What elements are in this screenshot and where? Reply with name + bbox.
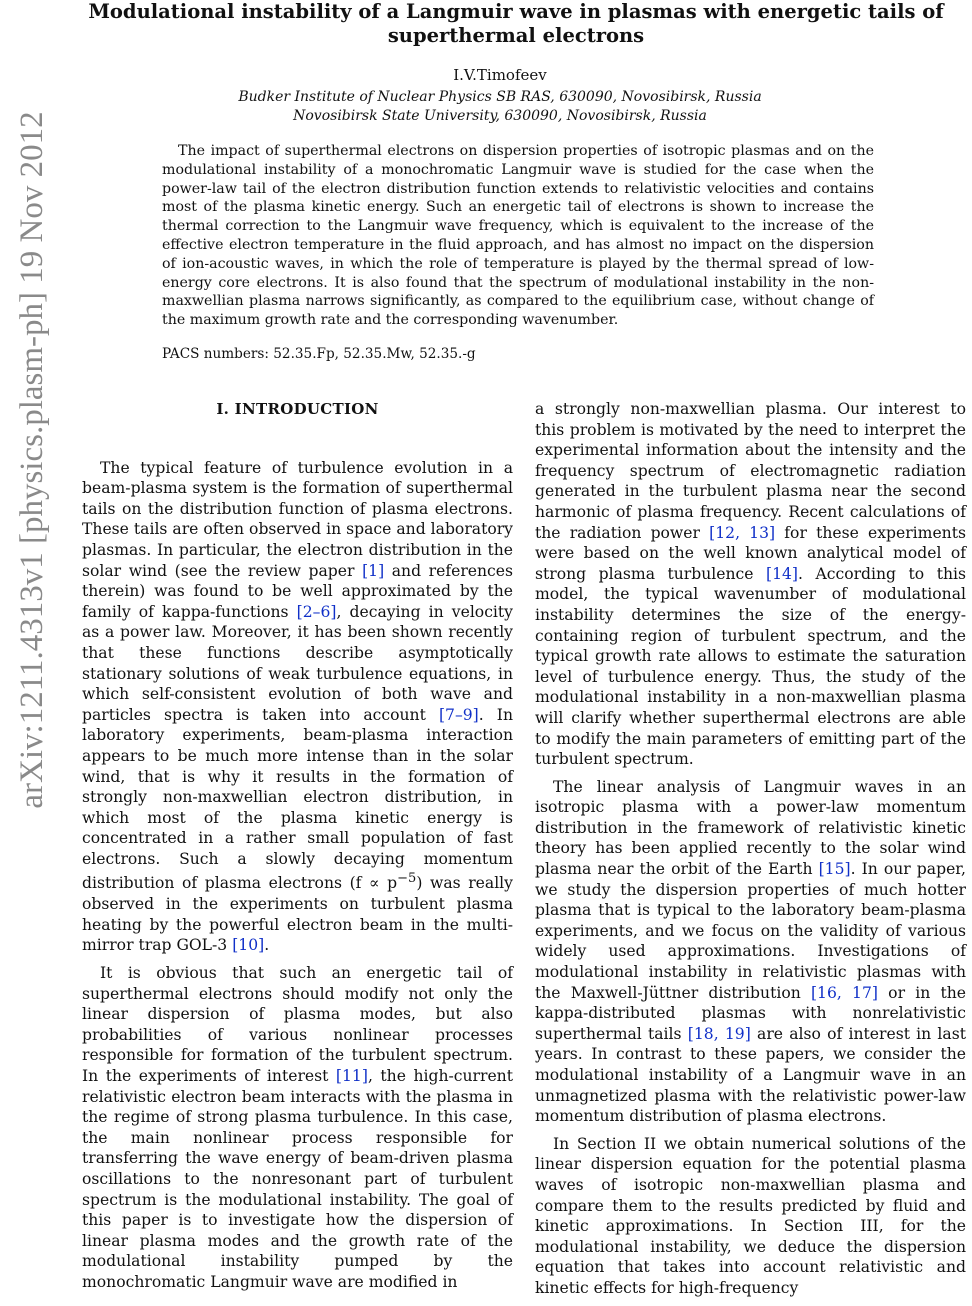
section-heading-introduction: I. INTRODUCTION — [216, 400, 379, 418]
affiliation-2: Novosibirsk State University, 630090, Novosibirsk, Russia — [293, 108, 707, 124]
citation-link[interactable]: [2–6] — [296, 602, 337, 621]
citation-link[interactable]: [18, 19] — [687, 1024, 751, 1043]
citation-link[interactable]: [12, 13] — [709, 523, 776, 542]
pacs-numbers: PACS numbers: 52.35.Fp, 52.35.Mw, 52.35.-g — [162, 346, 476, 362]
intro-paragraph-4: In Section II we obtain numerical solutions of the linear dispersion equation for the potential plasma waves of isotropic non-maxwellian plasma and compare them to the results predicted by fluid and kinetic approximations. In Section III, for the modulational instability, we deduce the dispersion equation that takes into account relativistic and kinetic effects for high-frequency — [535, 1134, 966, 1297]
author-name: I.V.Timofeev — [453, 66, 547, 84]
arxiv-identifier-stamp: arXiv:1211.4313v1 [physics.plasm-ph] 19 Nov 2012 — [14, 111, 50, 809]
citation-link[interactable]: [10] — [232, 936, 265, 955]
intro-paragraph-2: It is obvious that such an energetic tail of superthermal electrons should modify not only the linear dispersion of plasma modes, but also probabilities of various nonlinear processes responsible for formation of the turbulent spectrum. In the experiments of interest [11], the high-current relativistic electron beam interacts with the plasma in the regime of strong plasma turbulence. In this case, the main nonlinear process responsible for transferring the wave energy of beam-driven plasma oscillations to the nonresonant part of turbulent spectrum is the modulational instability. The goal of this paper is to investigate how the dispersion of linear plasma modes and the growth rate of the modulational instability pumped by the monochromatic Langmuir wave are modified in — [82, 964, 513, 1291]
intro-paragraph-1: The typical feature of turbulence evolution in a beam-plasma system is the formation of superthermal tails on the distribution function of plasma electrons. These tails are often observed in space and laboratory plasmas. In particular, the electron distribution in the solar wind (see the review paper [1] and references therein) was found to be well approximated by the family of kappa-functions [2–6], decaying in velocity as a power law. Moreover, it has been shown recently that these functions describe asymptotically stationary solutions of weak turbulence equations, in which self-consistent evolution of both wave and particles spectra is taken into account [7–9]. In laboratory experiments, beam-plasma interaction appears to be much more intense than in the solar wind, that is why it results in the formation of strongly non-maxwellian electron distribution, in which most of the plasma kinetic energy is concentrated in a rather small population of fast electrons. Such a slowly decaying momentum distribution of plasma electrons $(f \propto p^{-5})$ was really observed in the experiments on turbulent plasma heating by the powerful electron beam in the multi-mirror trap GOL-3 [10]. — [82, 458, 514, 955]
exponent: −5 — [397, 871, 417, 887]
intro-paragraph-3: The linear analysis of Langmuir waves in an isotropic plasma with a power-law momentum distribution in the framework of relativistic kinetic theory has been applied recently to the solar wind plasma near the orbit of the Earth [15]. In our paper, we study the dispersion properties of much hotter plasma that is typical to the laboratory beam-plasma experiments, and we focus on the validity of various widely used approximations. Investigations of modulational instability in relativistic plasmas with the Maxwell-Jüttner distribution [16, 17] or in the kappa-distributed plasmas with nonrelativistic superthermal tails [18, 19] are also of interest in last years. In contrast to these papers, we consider the modulational instability of a Langmuir wave in an unmagnetized plasma with the relativistic power-law momentum distribution of plasma electrons. — [535, 777, 966, 1126]
citation-link[interactable]: [15] — [818, 860, 851, 879]
right-column — [535, 399, 966, 1306]
abstract: The impact of superthermal electrons on dispersion properties of isotropic plasmas and on the modulational instability of a monochromatic Langmuir wave is studied for the case when the power-law tail of the electron distribution function extends to relativistic velocities and contains most of the plasma kinetic energy. Such an energetic tail of electrons is shown to increase the thermal correction to the Langmuir wave frequency, which is equivalent to the increase of the effective electron temperature in the fluid approach, and has almost no impact on the dispersion of ion-acoustic waves, in which the role of temperature is played by the thermal spread of low-energy core electrons. It is also found that the spectrum of modulational instability in the non-maxwellian plasma narrows significantly, as compared to the equilibrium case, without change of the maximum growth rate and the corresponding wavenumber. — [162, 143, 874, 329]
affiliation-1: Budker Institute of Nuclear Physics SB RAS, 630090, Novosibirsk, Russia — [238, 89, 762, 105]
citation-link[interactable]: [7–9] — [438, 705, 479, 724]
paper-title: Modulational instability of a Langmuir wave in plasmas with energetic tails of superthermal electrons — [88, 0, 944, 47]
intro-paragraph-2-continued: a strongly non-maxwellian plasma. Our interest to this problem is motivated by the need to interpret the experimental information about the intensity and the frequency spectrum of electromagnetic radiation generated in the turbulent plasma near the second harmonic of plasma frequency. Recent calculations of the radiation power [12, 13] for these experiments were based on the well known analytical model of strong plasma turbulence [14]. According to this model, the typical wavenumber of modulational instability determines the size of the energy-containing region of turbulent spectrum, and the typical growth rate allows to estimate the saturation level of turbulence energy. Thus, the study of the modulational instability in a non-maxwellian plasma will clarify whether superthermal electrons are able to modify the main parameters of emitting part of the turbulent spectrum. — [535, 400, 966, 769]
citation-link[interactable]: [1] — [362, 561, 385, 580]
citation-link[interactable]: [14] — [766, 564, 799, 583]
left-column — [82, 394, 513, 1300]
citation-link[interactable]: [16, 17] — [810, 983, 878, 1002]
citation-link[interactable]: [11] — [335, 1067, 368, 1085]
